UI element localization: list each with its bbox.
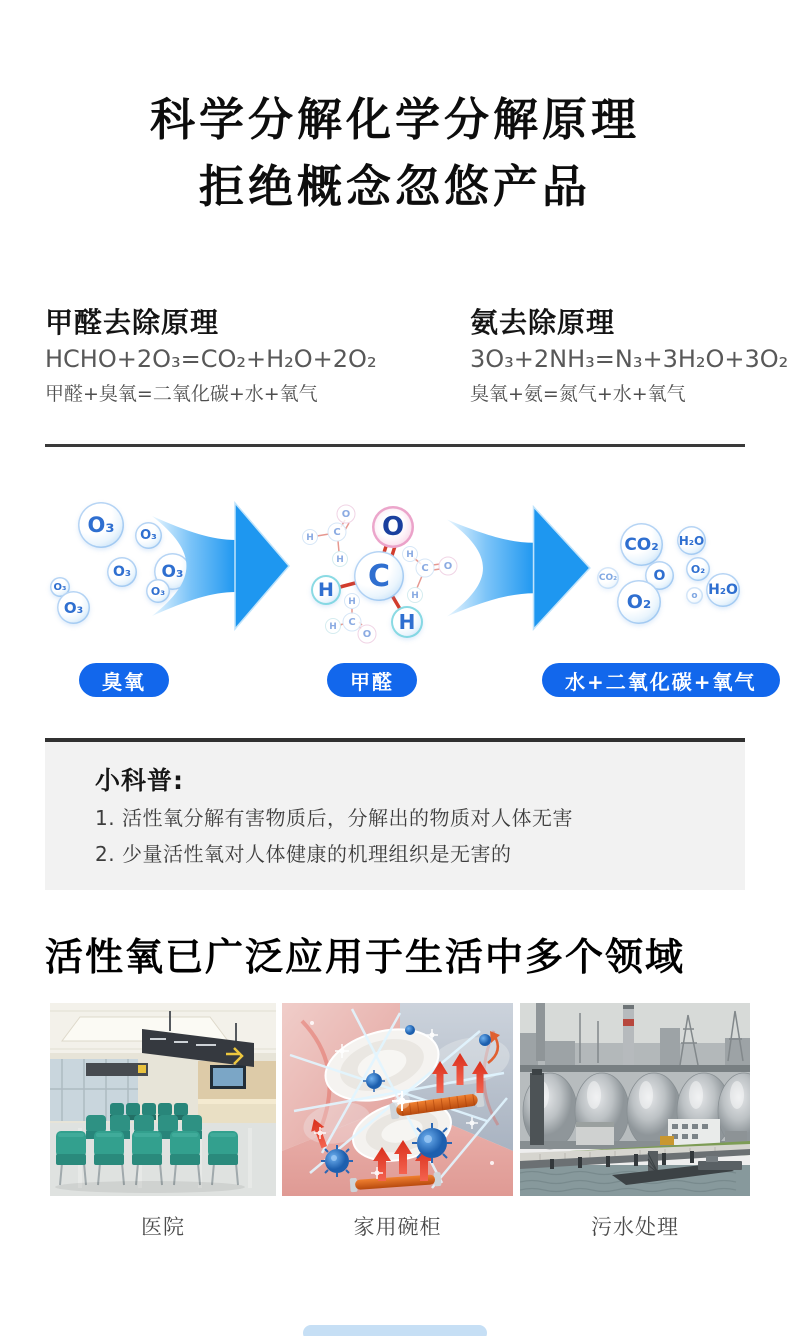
formaldehyde-formula: HCHO+2O₃=CO₂+H₂O+2O₂: [45, 345, 377, 373]
science-note-item: 1. 活性氧分解有害物质后，分解出的物质对人体无害: [95, 806, 573, 830]
hydrogen-atom-bubble: H: [311, 575, 341, 605]
ozone-bubble: O₃: [154, 553, 191, 590]
science-note-title: 小科普:: [95, 766, 184, 795]
product-bubble: O: [645, 561, 674, 590]
svg-text:O: O: [443, 561, 453, 572]
svg-text:O: O: [362, 629, 372, 640]
product-bubble: H₂O: [706, 573, 740, 607]
svg-text:H: H: [406, 550, 414, 560]
ozone-bubble: O₃: [107, 557, 137, 587]
ozone-bubble: O₃: [146, 579, 170, 603]
science-note-item: 2. 少量活性氧对人体健康的机理组织是无害的: [95, 842, 512, 866]
ozone-bubble: O₃: [57, 591, 90, 624]
oxygen-atom-bubble: O: [372, 506, 414, 548]
section-divider: [45, 444, 745, 447]
stage-pill-ozone: 臭氧: [79, 663, 169, 697]
svg-text:C: C: [348, 617, 356, 628]
caption-dish-cabinet: 家用碗柜: [353, 1215, 442, 1239]
page-title-line2: 拒绝概念忽悠产品: [198, 160, 591, 213]
page-title-line1: 科学分解化学分解原理: [149, 93, 640, 146]
svg-text:C: C: [333, 527, 341, 538]
stage-pill-products: 水+二氧化碳+氧气: [542, 663, 780, 697]
product-bubble: CO₂: [597, 567, 619, 589]
ammonia-formula: 3O₃+2NH₃=N₃+3H₂O+3O₂: [470, 345, 789, 373]
product-bubble: O₂: [617, 580, 661, 624]
carbon-atom-bubble: C: [354, 551, 404, 601]
applications-title: 活性氧已广泛应用于生活中多个领域: [45, 935, 686, 979]
svg-text:C: C: [421, 563, 429, 574]
mini-molecule: [303, 505, 356, 567]
svg-text:O: O: [341, 509, 351, 520]
flow-arrow-icon: [447, 502, 593, 632]
photo-dish-cabinet: [282, 1003, 513, 1196]
flow-arrow-icon: [152, 498, 292, 632]
svg-text:H: H: [348, 597, 356, 607]
photo-hospital: [50, 1003, 276, 1196]
product-bubble: CO₂: [620, 523, 663, 566]
stage-pill-formaldehyde: 甲醛: [327, 663, 417, 697]
caption-sewage: 污水处理: [591, 1215, 679, 1239]
product-bubble: O₂: [686, 557, 710, 581]
hydrogen-atom-bubble: H: [391, 606, 423, 638]
product-bubble: o: [686, 587, 703, 604]
caption-hospital: 医院: [141, 1215, 185, 1239]
ammonia-principle-heading: 氨去除原理: [470, 306, 616, 339]
page-title: [0, 86, 790, 220]
ozone-bubble: O₃: [50, 577, 70, 597]
svg-text:H: H: [411, 591, 419, 601]
svg-text:H: H: [329, 622, 337, 632]
bottom-scroll-indicator: [303, 1325, 487, 1336]
svg-text:H: H: [336, 555, 344, 565]
product-bubble: H₂O: [677, 526, 706, 555]
ozone-bubble: O₃: [78, 502, 124, 548]
formaldehyde-principle-heading: 甲醛去除原理: [45, 306, 220, 339]
ozone-bubble: O₃: [135, 522, 162, 549]
photo-sewage-plant: [520, 1003, 750, 1196]
formaldehyde-formula-plain: 甲醛+臭氧=二氧化碳+水+氧气: [45, 383, 318, 405]
ammonia-formula-plain: 臭氧+氨=氮气+水+氧气: [470, 383, 686, 405]
svg-text:H: H: [306, 533, 314, 543]
